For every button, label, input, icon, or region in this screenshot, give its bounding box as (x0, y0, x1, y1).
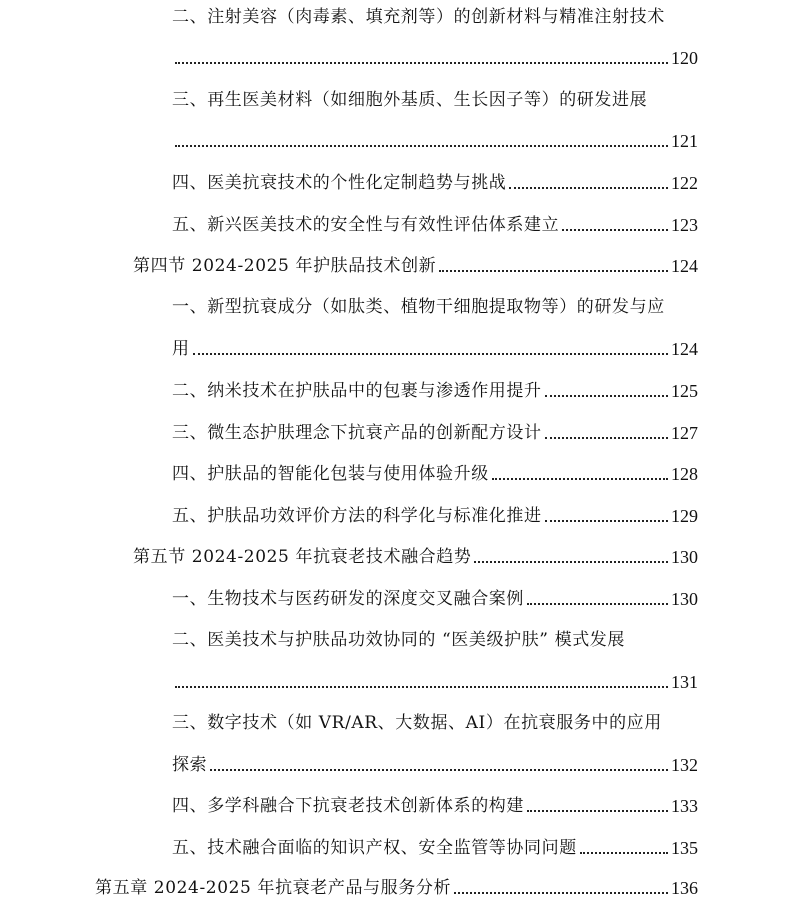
toc-page-number: 130 (671, 547, 698, 567)
toc-entry-text: 五、技术融合面临的知识产权、安全监管等协同问题 (172, 838, 577, 858)
dot-leader (527, 603, 668, 605)
toc-chapter-title: 第五章 2024-2025 年抗衰老产品与服务分析 (95, 878, 452, 898)
toc-page-number: 124 (671, 339, 698, 359)
toc-page-number: 136 (671, 878, 698, 898)
toc-entry-continuation: 用 (172, 339, 190, 359)
toc-page-number: 124 (671, 256, 698, 276)
toc-page-number: 128 (671, 464, 698, 484)
toc-entry-text: 五、新兴医美技术的安全性与有效性评估体系建立 (172, 215, 560, 235)
dot-leader (545, 437, 668, 439)
toc-entry-text: 五、护肤品功效评价方法的科学化与标准化推进 (172, 506, 542, 526)
toc-page-number: 135 (671, 838, 698, 858)
toc-section-entry (133, 254, 698, 278)
toc-entry-text: 一、生物技术与医药研发的深度交叉融合案例 (172, 589, 524, 609)
dot-leader (175, 686, 668, 688)
dot-leader (175, 145, 668, 147)
dot-leader (439, 270, 668, 272)
toc-page-number: 121 (671, 131, 698, 151)
dot-leader (545, 520, 668, 522)
toc-entry (172, 836, 698, 860)
dot-leader (509, 187, 668, 189)
toc-entry-text: 四、多学科融合下抗衰老技术创新体系的构建 (172, 796, 524, 816)
toc-entry (172, 379, 698, 403)
toc-entry-continuation: 探索 (172, 755, 208, 775)
toc-page-number: 131 (671, 672, 698, 692)
toc-page-number: 129 (671, 506, 698, 526)
toc-entry (172, 587, 698, 611)
toc-entry (172, 462, 698, 486)
toc-page-number: 132 (671, 755, 698, 775)
dot-leader (193, 353, 668, 355)
toc-page-number: 127 (671, 423, 698, 443)
dot-leader (527, 810, 668, 812)
toc-entry-leader-line (172, 46, 698, 70)
toc-entry (172, 794, 698, 818)
dot-leader (175, 62, 668, 64)
toc-entry-text: 三、再生医美材料（如细胞外基质、生长因子等）的研发进展 (172, 90, 648, 110)
toc-entry-text: 三、数字技术（如 VR/AR、大数据、AI）在抗衰服务中的应用 (172, 713, 662, 733)
toc-entry-text: 二、医美技术与护肤品功效协同的 “医美级护肤” 模式发展 (172, 630, 625, 650)
toc-entry-leader-line (172, 129, 698, 153)
toc-page-number: 133 (671, 796, 698, 816)
toc-entry-continuation-line (172, 753, 698, 777)
dot-leader (454, 892, 668, 894)
toc-entry-text: 二、纳米技术在护肤品中的包裹与渗透作用提升 (172, 381, 542, 401)
toc-entry-text: 二、注射美容（肉毒素、填充剂等）的创新材料与精准注射技术 (172, 7, 665, 27)
dot-leader (545, 395, 668, 397)
toc-entry-text: 三、微生态护肤理念下抗衰产品的创新配方设计 (172, 423, 542, 443)
toc-section-entry (133, 545, 698, 569)
toc-entry-text: 一、新型抗衰成分（如肽类、植物干细胞提取物等）的研发与应 (172, 297, 665, 317)
dot-leader (562, 229, 668, 231)
toc-section-title: 第五节 2024-2025 年抗衰老技术融合趋势 (133, 547, 472, 567)
toc-entry-text: 四、医美抗衰技术的个性化定制趋势与挑战 (172, 173, 507, 193)
toc-page-number: 125 (671, 381, 698, 401)
toc-section-title: 第四节 2024-2025 年护肤品技术创新 (133, 256, 437, 276)
toc-page-number: 130 (671, 589, 698, 609)
toc-entry (172, 504, 698, 528)
dot-leader (492, 478, 668, 480)
toc-entry (172, 171, 698, 195)
toc-chapter-entry (95, 876, 698, 900)
toc-page-number: 123 (671, 215, 698, 235)
toc-entry-text: 四、护肤品的智能化包装与使用体验升级 (172, 464, 489, 484)
toc-page-number: 122 (671, 173, 698, 193)
toc-entry-leader-line (172, 670, 698, 694)
dot-leader (210, 769, 668, 771)
toc-entry (172, 213, 698, 237)
dot-leader (580, 852, 668, 854)
toc-entry-continuation-line (172, 337, 698, 361)
dot-leader (474, 561, 668, 563)
toc-entry (172, 421, 698, 445)
toc-page-number: 120 (671, 48, 698, 68)
